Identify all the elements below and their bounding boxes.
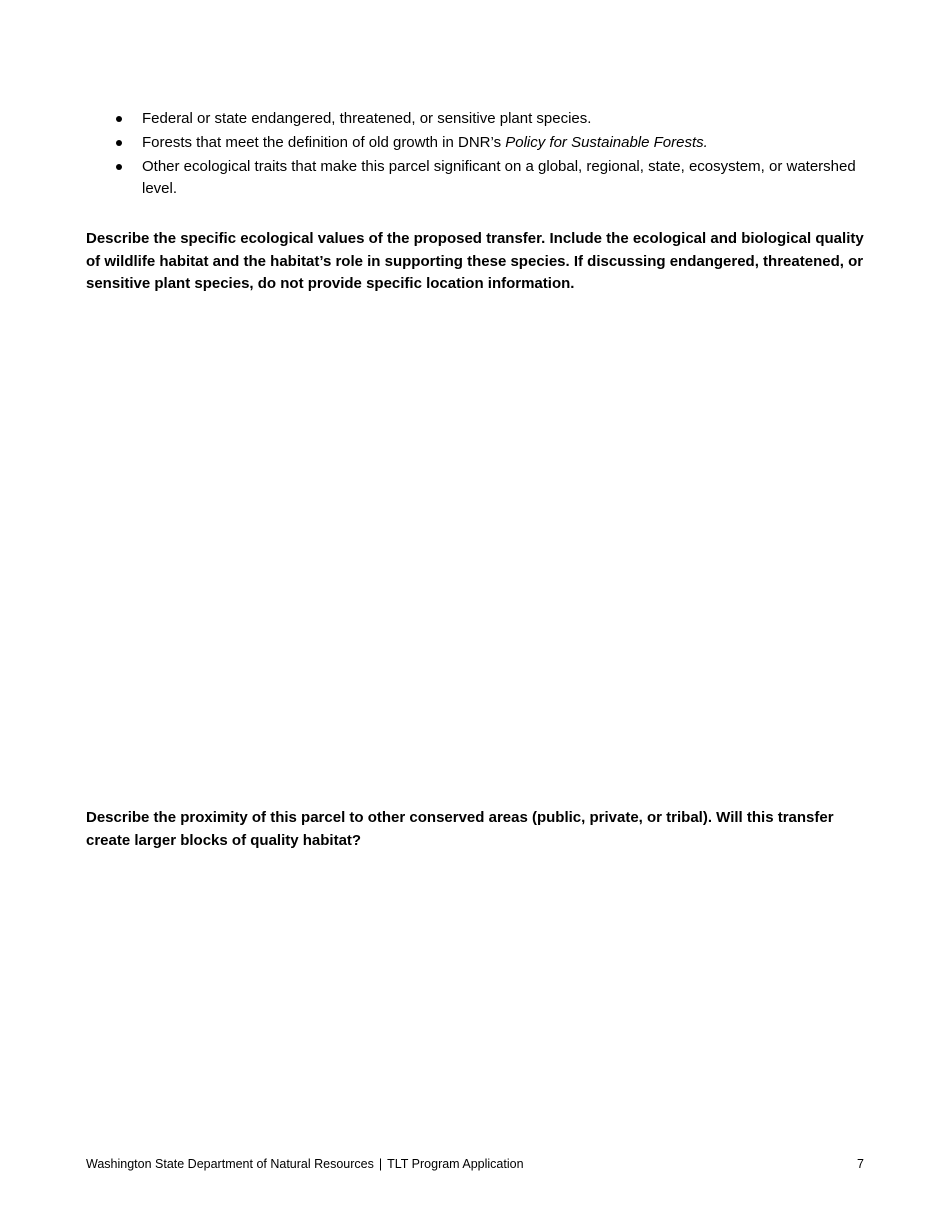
bullet-text: Other ecological traits that make this parcel significant on a global, regional, state, ecosystem, or watershed level.	[142, 158, 856, 197]
proximity-question: Describe the proximity of this parcel to other conserved areas (public, private, or tribal). Will this transfer create larger blocks of quality habitat?	[86, 809, 834, 849]
page-number: 7	[857, 1157, 864, 1171]
ecological-values-question: Describe the specific ecological values of the proposed transfer. Include the ecological and biological quality of wildlife habitat and the habitat’s role in supporting these species. If discussing endangered, threatened, or sensitive plant species, do not provide specific location information.	[86, 230, 864, 292]
criteria-bullet-list	[86, 108, 866, 202]
ecological-values-answer-area[interactable]	[86, 300, 866, 795]
bullet-icon	[116, 116, 122, 122]
list-item	[86, 108, 866, 130]
bullet-icon	[116, 140, 122, 146]
bullet-text: Forests that meet the definition of old growth in DNR’s	[142, 134, 506, 151]
proximity-answer-area[interactable]	[86, 860, 866, 1140]
footer-organization: Washington State Department of Natural Resources	[86, 1157, 374, 1171]
bullet-icon	[116, 164, 122, 170]
footer-separator: |	[378, 1157, 383, 1171]
page-footer	[86, 1156, 864, 1172]
policy-title: Policy for Sustainable Forests.	[505, 134, 708, 151]
bullet-text: Federal or state endangered, threatened, or sensitive plant species.	[142, 110, 592, 127]
footer-title	[86, 1156, 524, 1172]
list-item	[86, 156, 866, 200]
footer-document: TLT Program Application	[387, 1157, 524, 1171]
list-item	[86, 132, 866, 154]
